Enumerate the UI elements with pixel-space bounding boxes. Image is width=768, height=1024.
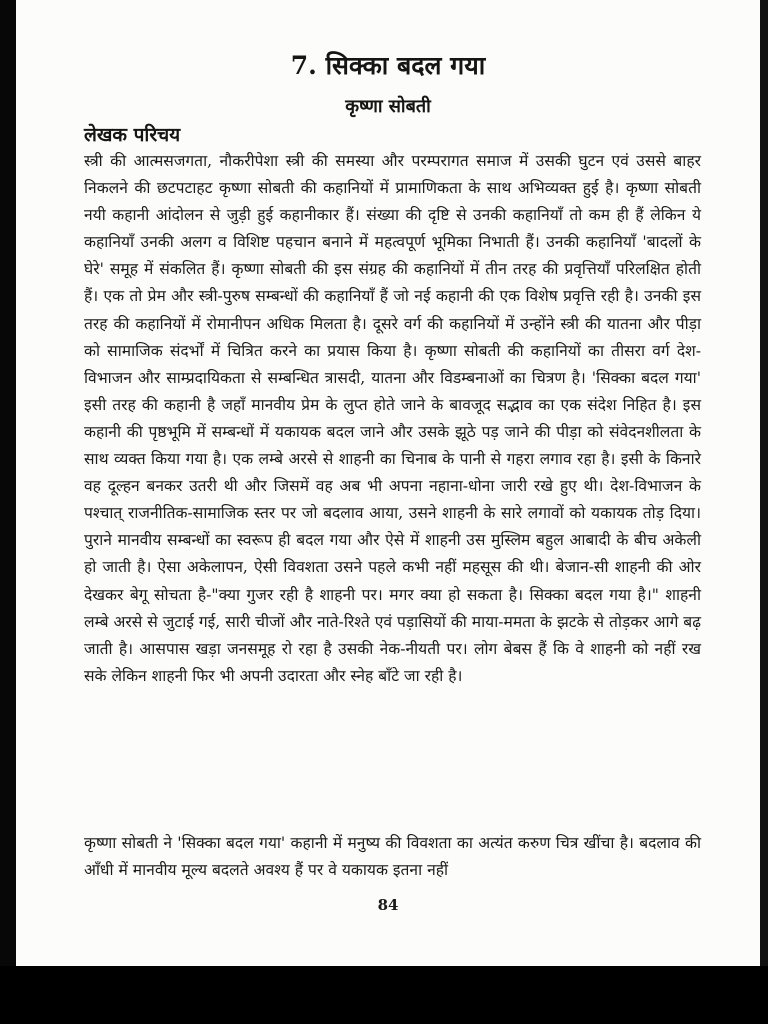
section-heading: लेखक परिचय: [84, 124, 181, 146]
author-name: कृष्णा सोबती: [345, 96, 431, 117]
scan-border-left: [0, 0, 16, 1024]
page-number: 84: [377, 896, 399, 914]
book-page: [16, 0, 760, 966]
scan-border-right: [760, 0, 768, 966]
scan-border-bottom: [0, 966, 768, 1024]
body-paragraph: स्त्री की आत्मसजगता, नौकरीपेशा स्त्री की समस्या और परम्परागत समाज में उसकी घुटन एवं उससे बाहर निकलने की छटपटाहट कृष्णा सोबती की कहानियों में प्रामाणिकता के साथ अभिव्यक्त हुई है। कृष्णा सोबती नयी कहानी आंदोलन से जुड़ी हुई कहानीकार हैं। संख्या की दृष्टि से उनकी कहानियाँ तो कम ही हैं लेकिन ये कहानियाँ उनकी अलग व विशिष्ट पहचान बनाने में महत्वपूर्ण भूमिका निभाती हैं। उनकी कहानियाँ 'बादलों के घेरे' समूह में संकलित हैं। कृष्णा सोबती की इस संग्रह की कहानियों में तीन तरह की प्रवृत्तियाँ परिलक्षित होती हैं। एक तो प्रेम और स्त्री-पुरुष सम्बन्धों की कहानियाँ हैं जो नई कहानी की एक विशेष प्रवृत्ति रही है। उनकी इस तरह की कहानियों में रोमानीपन अधिक मिलता है। दूसरे वर्ग की कहानियों में उन्होंने स्त्री की यातना और पीड़ा को सामाजिक संदर्भों में चित्रित करने का प्रयास किया है। कृष्णा सोबती की कहानियों का तीसरा वर्ग देश-विभाजन और साम्प्रदायिकता से सम्बन्धित त्रासदी, यातना और विडम्बनाओं का चित्रण है। 'सिक्का बदल गया' इसी तरह की कहानी है जहाँ मानवीय प्रेम के लुप्त होते जाने के बावजूद सद्भाव का एक संदेश निहित है। इस कहानी की पृष्ठभूमि में सम्बन्धों में यकायक बदल जाने और उसके झूठे पड़ जाने की पीड़ा को संवेदनशीलता के साथ व्यक्त किया गया है। एक लम्बे अरसे से शाहनी का चिनाब के पानी से गहरा लगाव रहा है। इसी के किनारे वह दूल्हन बनकर उतरी थी और जिसमें वह अब भी अपना नहाना-धोना जारी रखे हुए थी। देश-विभाजन के पश्चात् राजनीतिक-सामाजिक स्तर पर जो बदलाव आया, उसने शाहनी के सारे लगावों को यकायक तोड़ दिया। पुराने मानवीय सम्बन्धों का स्वरूप ही बदल गया और ऐसे में शाहनी उस मुस्लिम बहुल आबादी के बीच अकेली हो जाती है। ऐसा अकेलापन, ऐसी विवशता उसने पहले कभी नहीं महसूस की थी। बेजान-सी शाहनी की ओर देखकर बेगू सोचता है-"क्या गुजर रही है शाहनी पर। मगर क्या हो सकता है। सिक्का बदल गया है।" शाहनी लम्बे अरसे से जुटाई गई, सारी चीजों और नाते-रिश्ते एवं पड़ासियों की माया-ममता के झटके से तोड़कर आगे बढ़ जाती है। आसपास खड़ा जनसमूह रो रहा है उसकी नेक-नीयती पर। लोग बेबस हैं कि वे शाहनी को नहीं रख सके लेकिन शाहनी फिर भी अपनी उदारता और स्नेह बाँटे जा रही है।: [84, 152, 701, 685]
body-paragraph: कृष्णा सोबती ने 'सिक्का बदल गया' कहानी में मनुष्य की विवशता का अत्यंत करुण चित्र खींचा है। बदलाव की आँधी में मानवीय मूल्य बदलते अवश्य हैं पर वे यकायक इतना नहीं: [84, 834, 701, 880]
chapter-title: 7. सिक्का बदल गया: [290, 51, 486, 80]
